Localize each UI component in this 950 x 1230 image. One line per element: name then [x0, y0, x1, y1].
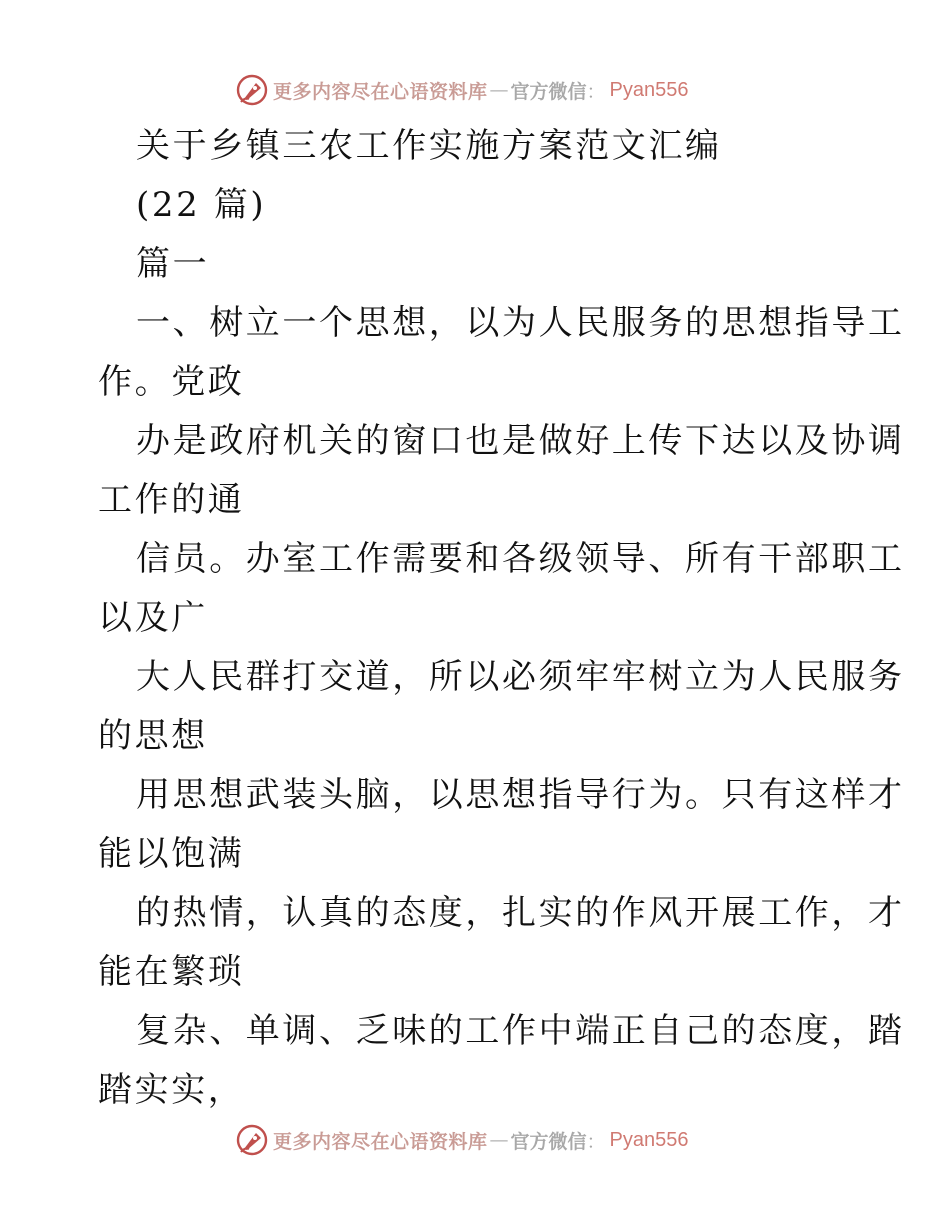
body-line: 大人民群打交道，所以必须牢牢树立为人民服务 — [136, 657, 905, 697]
body-line: 能在繁琐 — [98, 952, 245, 992]
banner-wechat-account: Pyan556 — [609, 78, 689, 101]
footer-watermark-banner — [235, 1122, 689, 1158]
body-line: 工作的通 — [98, 480, 245, 520]
banner-colon: ： — [586, 80, 606, 103]
banner-dash: — — [489, 79, 509, 101]
banner-wechat-label: 官方微信 — [510, 80, 587, 103]
body-line: 能以饱满 — [98, 834, 245, 874]
body-line: 用思想武装头脑，以思想指导行为。只有这样才 — [136, 775, 905, 815]
body-line: 办是政府机关的窗口也是做好上传下达以及协调 — [136, 421, 905, 461]
banner-promo-text: 更多内容尽在心语资料库 — [273, 80, 488, 103]
header-watermark-banner — [235, 72, 689, 108]
body-line: 以及广 — [98, 598, 208, 638]
banner-dash: — — [489, 1129, 509, 1151]
body-line: 踏实实， — [98, 1070, 245, 1110]
body-line: 一、树立一个思想，以为人民服务的思想指导工 — [136, 303, 905, 343]
section-heading: 篇一 — [136, 244, 210, 284]
body-line: 复杂、单调、乏味的工作中端正自己的态度，踏 — [136, 1011, 905, 1051]
body-line: 信员。办室工作需要和各级领导、所有干部职工 — [136, 539, 905, 579]
document-title-line-2: (22 篇) — [136, 185, 267, 225]
body-line: 的思想 — [98, 716, 208, 756]
body-line: 作。党政 — [98, 362, 245, 402]
banner-colon: ： — [586, 1130, 606, 1153]
pen-nib-logo-icon — [235, 1123, 269, 1157]
banner-wechat-label: 官方微信 — [510, 1130, 587, 1153]
pen-nib-logo-icon — [235, 73, 269, 107]
banner-wechat-account: Pyan556 — [609, 1128, 689, 1151]
body-line: 的热情，认真的态度，扎实的作风开展工作，才 — [136, 893, 905, 933]
banner-promo-text: 更多内容尽在心语资料库 — [273, 1130, 488, 1153]
document-title-line-1: 关于乡镇三农工作实施方案范文汇编 — [136, 126, 722, 166]
